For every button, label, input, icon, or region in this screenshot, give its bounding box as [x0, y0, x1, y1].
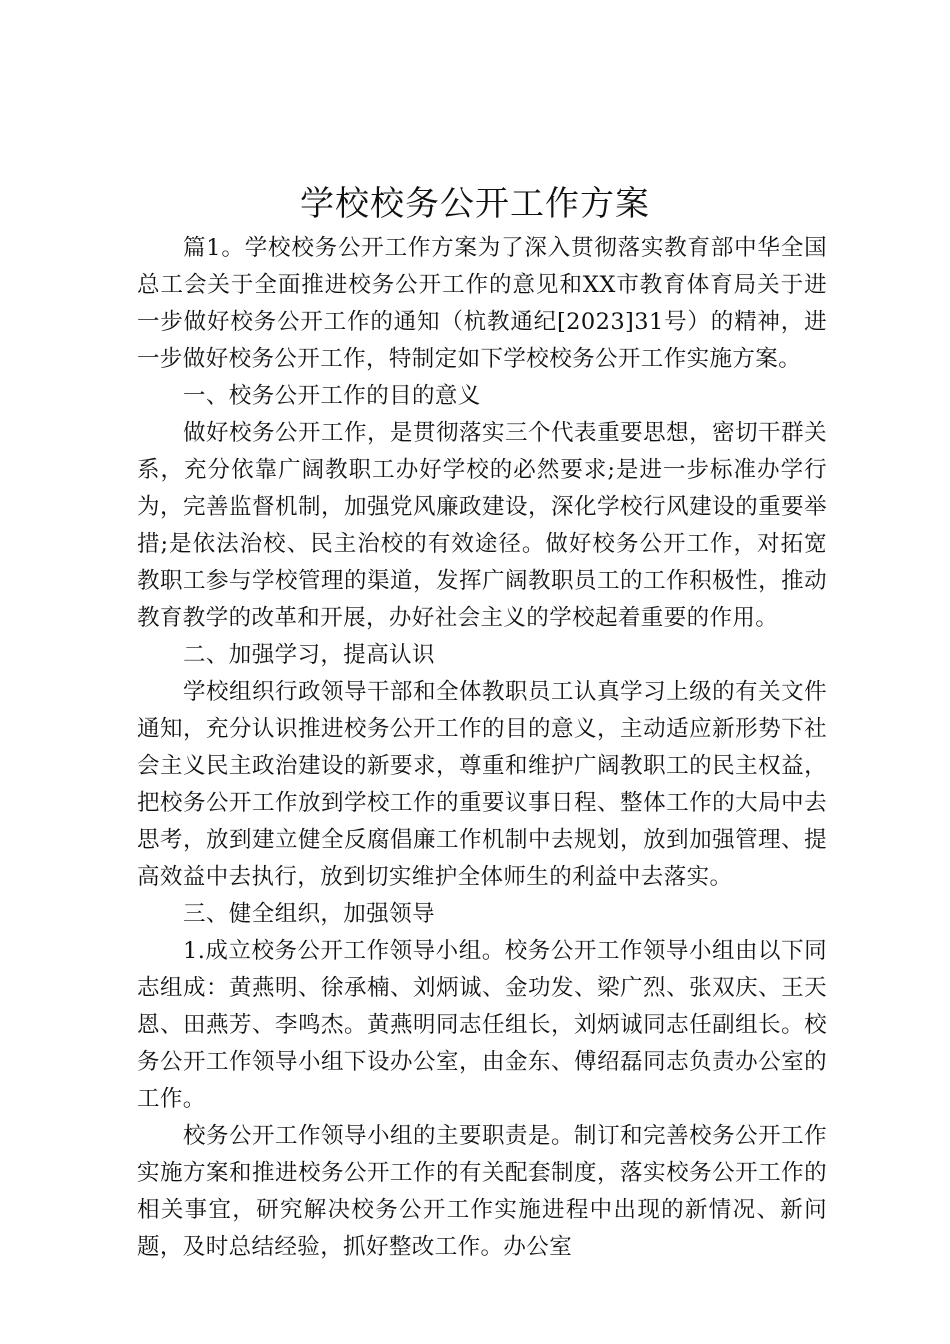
section-heading-3: 三、健全组织，加强领导 — [183, 901, 435, 927]
section-heading-1: 一、校务公开工作的目的意义 — [183, 383, 481, 409]
section-1-paragraph: 做好校务公开工作，是贯彻落实三个代表重要思想，密切干群关系，充分依靠广阔教职工办好学校的必然要求;是进一步标准办学行为，完善监督机制，加强党风廉政建设，深化学校行风建设的重要举措;是依法治校、民主治校的有效途径。做好校务公开工作，对拓宽教职工参与学校管理的渠道，发挥广阔教职员工的工作积极性，推动教育教学的改革和开展，办好社会主义的学校起着重要的作用。 — [137, 420, 827, 631]
section-heading-2: 二、加强学习，提高认识 — [183, 642, 435, 668]
document-body — [137, 230, 827, 1266]
document-title: 学校校务公开工作方案 — [300, 184, 650, 224]
section-3-paragraph-1: 1.成立校务公开工作领导小组。校务公开工作领导小组由以下同志组成：黄燕明、徐承楠、刘炳诚、金功发、梁广烈、张双庆、王天恩、田燕芳、李鸣杰。黄燕明同志任组长，刘炳诚同志任副组长。校务公开工作领导小组下设办公室，由金东、傅绍磊同志负责办公室的工作。 — [137, 938, 827, 1112]
section-3-paragraph-2: 校务公开工作领导小组的主要职责是。制订和完善校务公开工作实施方案和推进校务公开工作的有关配套制度，落实校务公开工作的相关事宜，研究解决校务公开工作实施进程中出现的新情况、新问题，及时总结经验，抓好整改工作。办公室 — [137, 1123, 827, 1260]
section-2-paragraph: 学校组织行政领导干部和全体教职员工认真学习上级的有关文件通知，充分认识推进校务公开工作的目的意义，主动适应新形势下社会主义民主政治建设的新要求，尊重和维护广阔教职工的民主权益，把校务公开工作放到学校工作的重要议事日程、整体工作的大局中去思考，放到建立健全反腐倡廉工作机制中去规划，放到加强管理、提高效益中去执行，放到切实维护全体师生的利益中去落实。 — [137, 679, 827, 890]
intro-paragraph: 篇1。学校校务公开工作方案为了深入贯彻落实教育部中华全国总工会关于全面推进校务公开工作的意见和XX市教育体育局关于进一步做好校务公开工作的通知（杭教通纪[2023]31号）的精神，进一步做好校务公开工作，特制定如下学校校务公开工作实施方案。 — [137, 235, 827, 372]
